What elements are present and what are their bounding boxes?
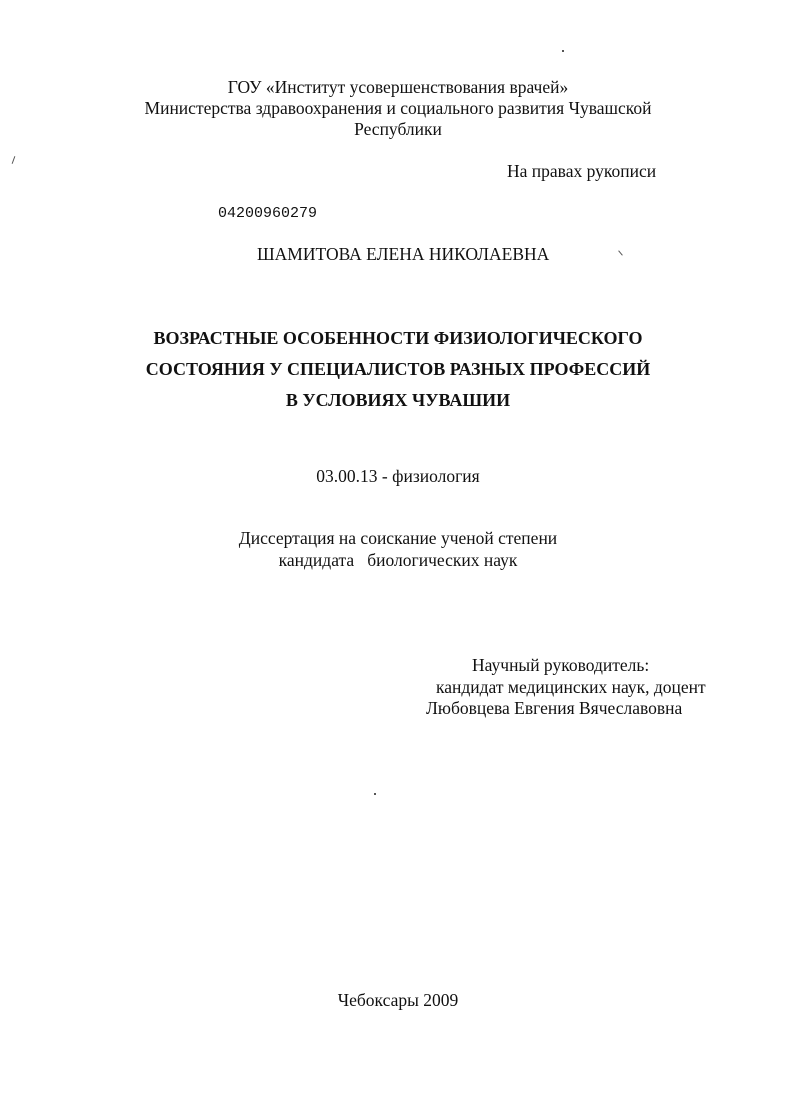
degree-line-2: кандидата биологических наук: [278, 550, 518, 570]
supervisor-name: Любовцева Евгения Вячеславовна: [426, 698, 683, 718]
title-line-1: ВОЗРАСТНЫЕ ОСОБЕННОСТИ ФИЗИОЛОГИЧЕСКОГО: [153, 328, 643, 348]
rights-notice: На правах рукописи: [507, 161, 657, 181]
institution-line-1: ГОУ «Институт усовершенствования врачей»: [227, 77, 569, 97]
supervisor-label: Научный руководитель:: [472, 655, 650, 675]
specialty-code: 03.00.13 - физиология: [316, 466, 480, 486]
scan-speck: [618, 250, 623, 255]
author-name: ШАМИТОВА ЕЛЕНА НИКОЛАЕВНА: [257, 244, 550, 264]
degree-line-1: Диссертация на соискание ученой степени: [238, 528, 558, 548]
institution-line-3: Республики: [354, 119, 442, 139]
scan-speck: [12, 156, 16, 164]
catalog-number: 04200960279: [218, 205, 318, 222]
institution-line-2: Министерства здравоохранения и социального развития Чувашской: [144, 98, 652, 118]
title-line-3: В УСЛОВИЯХ ЧУВАШИИ: [285, 390, 511, 410]
city-year: Чебоксары 2009: [337, 990, 459, 1010]
scan-speck: [562, 50, 564, 52]
scan-speck: [374, 793, 376, 795]
title-line-2: СОСТОЯНИЯ У СПЕЦИАЛИСТОВ РАЗНЫХ ПРОФЕССИЙ: [145, 359, 651, 379]
supervisor-credentials: кандидат медицинских наук, доцент: [436, 677, 706, 697]
